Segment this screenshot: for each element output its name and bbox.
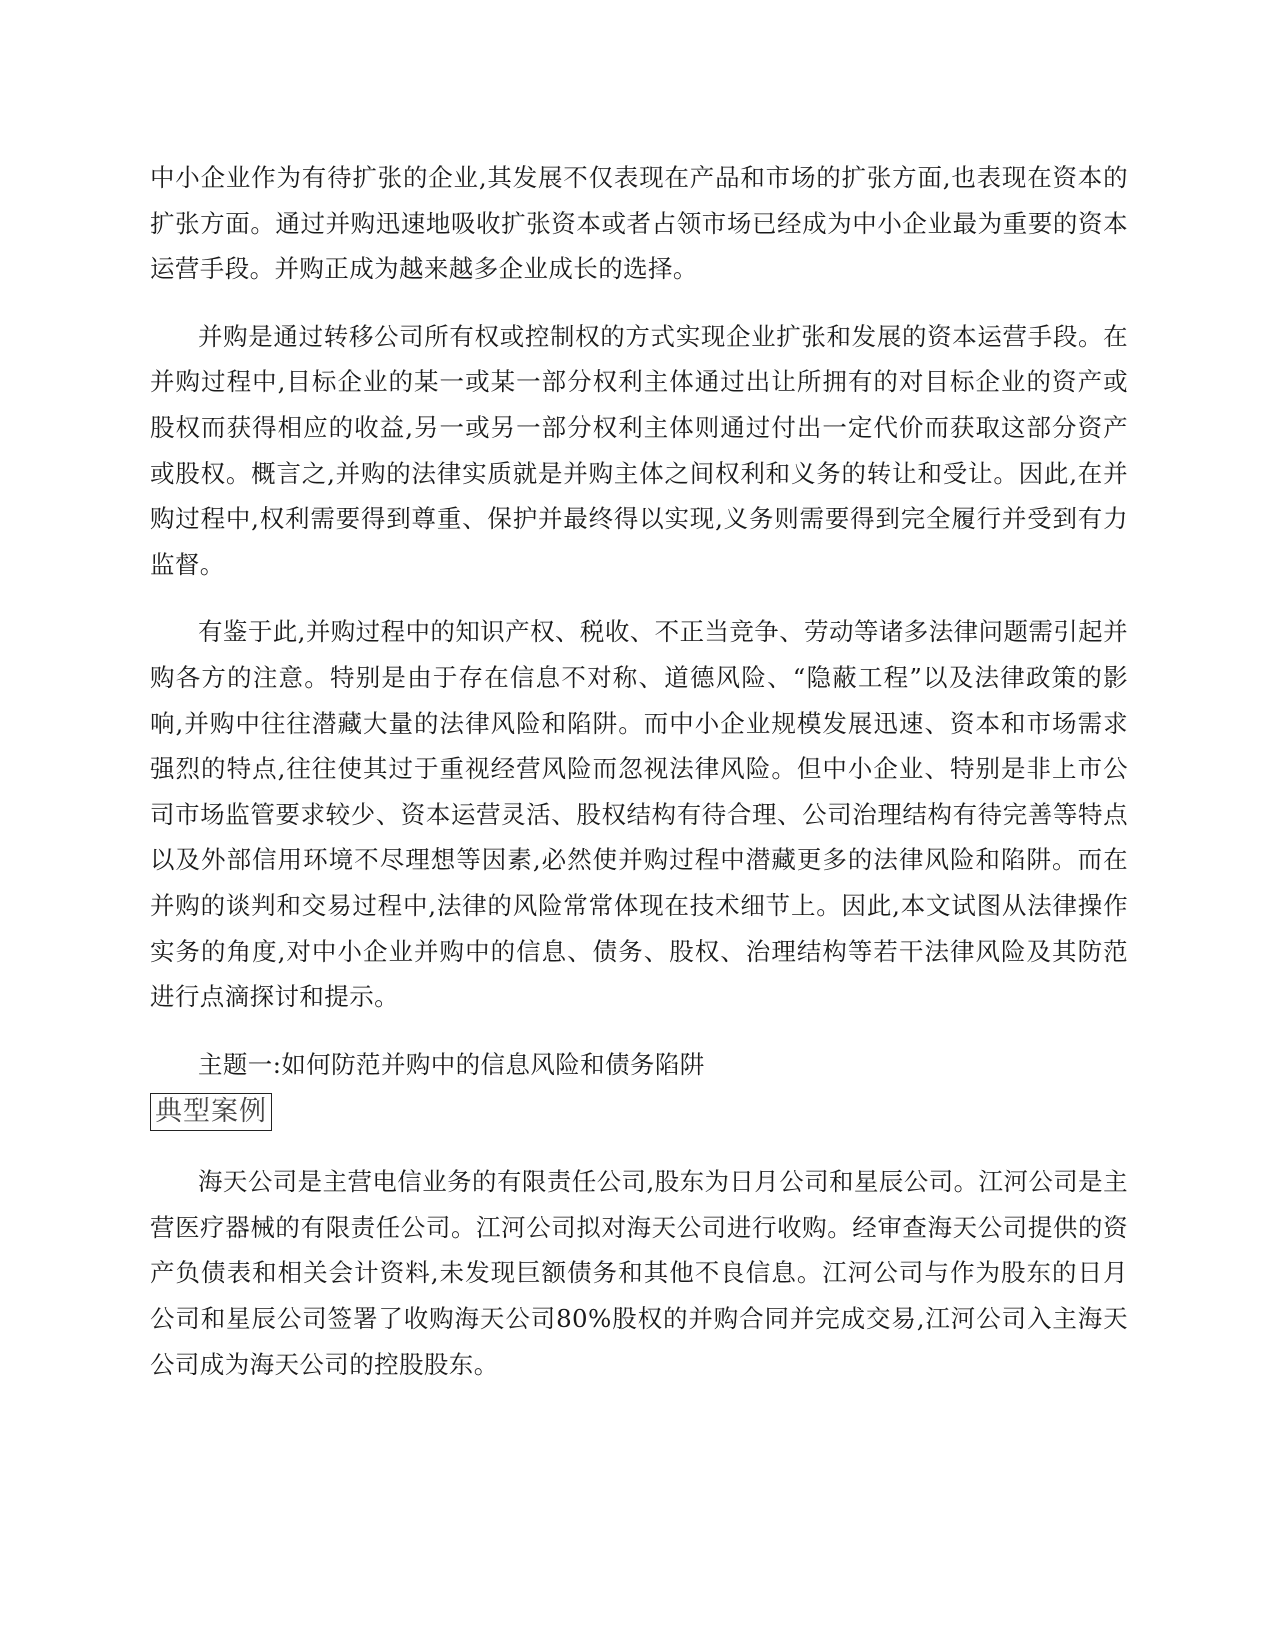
paragraph-risks: 有鉴于此,并购过程中的知识产权、税收、不正当竞争、劳动等诸多法律问题需引起并购各方的注意。特别是由于存在信息不对称、道德风险、“隐蔽工程”以及法律政策的影响,并购中往往潜藏大量的法律风险和陷阱。而中小企业规模发展迅速、资本和市场需求强烈的特点,往往使其过于重视经营风险而忽视法律风险。但中小企业、特别是非上市公司市场监管要求较少、资本运营灵活、股权结构有待合理、公司治理结构有待完善等特点以及外部信用环境不尽理想等因素,必然使并购过程中潜藏更多的法律风险和陷阱。而在并购的谈判和交易过程中,法律的风险常常体现在技术细节上。因此,本文试图从法律操作实务的角度,对中小企业并购中的信息、债务、股权、治理结构等若干法律风险及其防范进行点滴探讨和提示。 xyxy=(150,617,1128,1012)
paragraph-case: 海天公司是主营电信业务的有限责任公司,股东为日月公司和星辰公司。江河公司是主营医疗器械的有限责任公司。江河公司拟对海天公司进行收购。经审查海天公司提供的资产负债表和相关会计资料,未发现巨额债务和其他不良信息。江河公司与作为股东的日月公司和星辰公司签署了收购海天公司80%股权的并购合同并完成交易,江河公司入主海天公司成为海天公司的控股股东。 xyxy=(150,1167,1128,1379)
document-page xyxy=(150,155,1128,1387)
case-label-wrapper xyxy=(150,1087,1128,1137)
case-label: 典型案例 xyxy=(150,1093,272,1131)
paragraph-intro: 中小企业作为有待扩张的企业,其发展不仅表现在产品和市场的扩张方面,也表现在资本的扩张方面。通过并购迅速地吸收扩张资本或者占领市场已经成为中小企业最为重要的资本运营手段。并购正成为越来越多企业成长的选择。 xyxy=(150,163,1128,284)
paragraph-definition: 并购是通过转移公司所有权或控制权的方式实现企业扩张和发展的资本运营手段。在并购过程中,目标企业的某一或某一部分权利主体通过出让所拥有的对目标企业的资产或股权而获得相应的收益,另一或另一部分权利主体则通过付出一定代价而获取这部分资产或股权。概言之,并购的法律实质就是并购主体之间权利和义务的转让和受让。因此,在并购过程中,权利需要得到尊重、保护并最终得以实现,义务则需要得到完全履行并受到有力监督。 xyxy=(150,321,1128,579)
section-heading: 主题一:如何防范并购中的信息风险和债务陷阱 xyxy=(198,1049,705,1079)
